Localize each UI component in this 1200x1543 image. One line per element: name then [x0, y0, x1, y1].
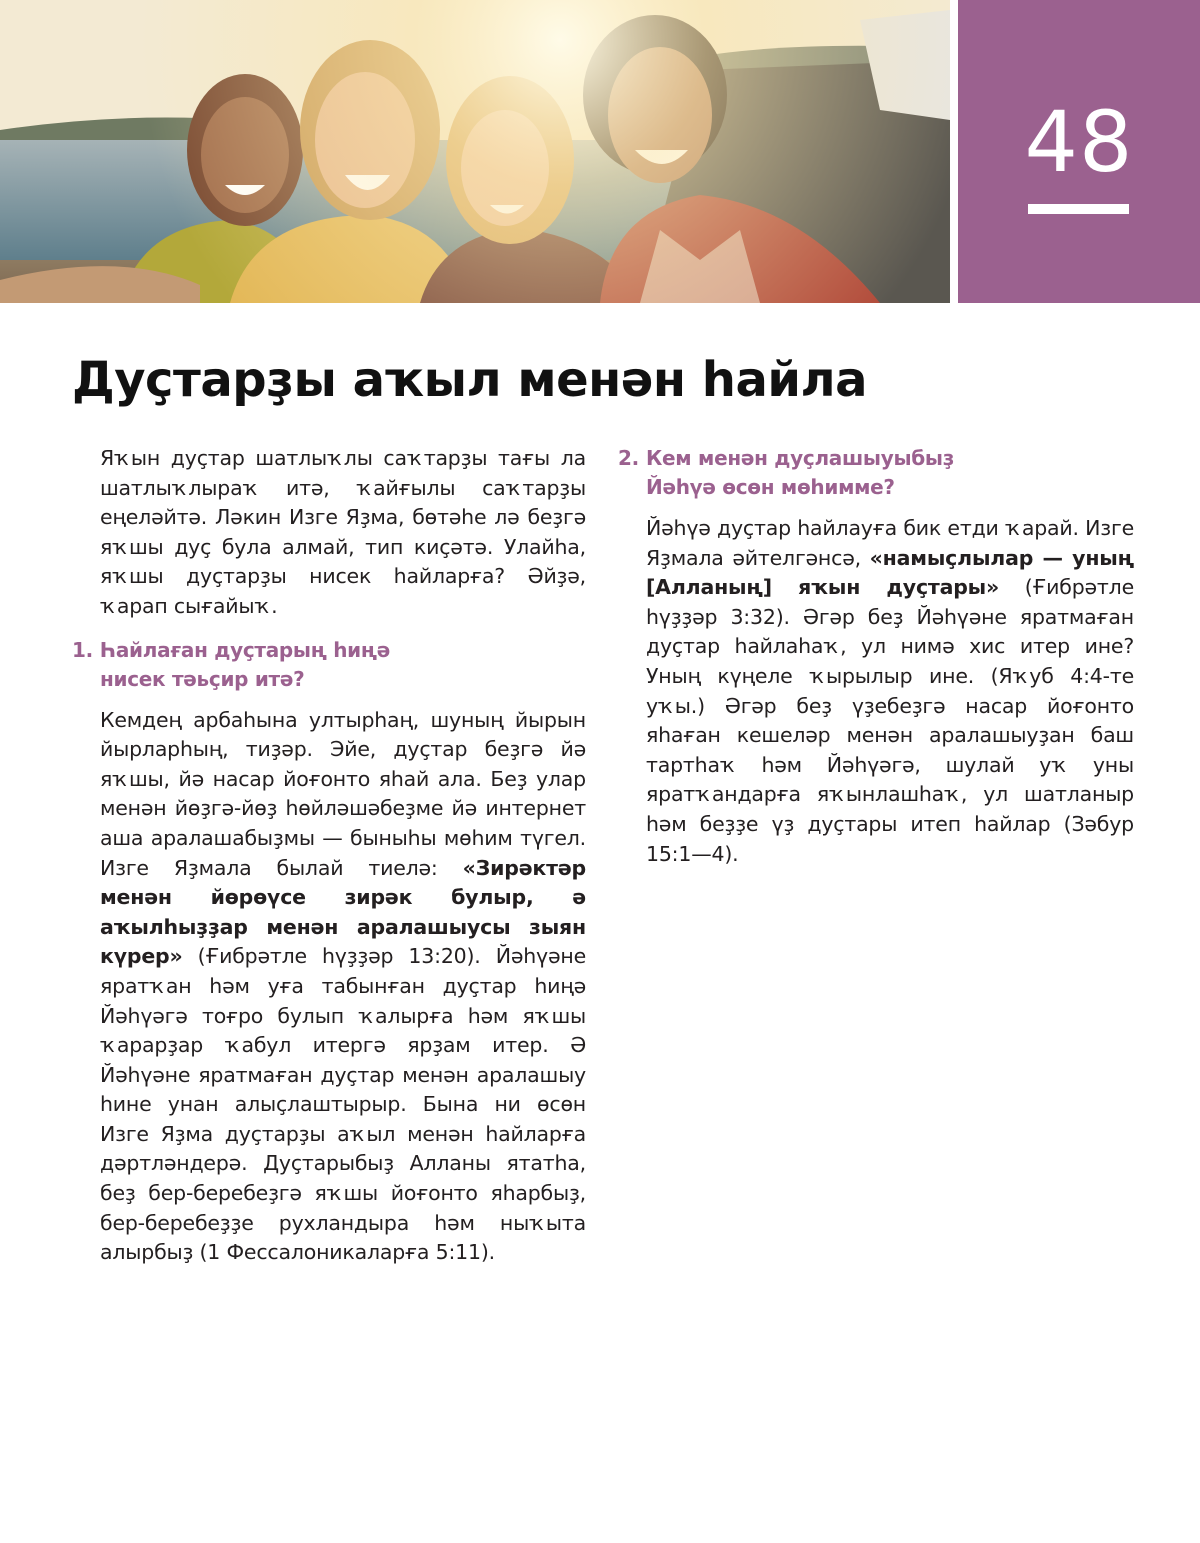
section-1-number: 1. [72, 637, 93, 662]
section-1-text-a: Кемдең арбаһына ултырһаң, шуның йырын йырларһың, тиҙәр. Эйе, дуҫтар беҙгә йә яҡшы, йә насар йоғонто яһай ала. Беҙ улар менән йөҙгә-йөҙ һөйләшәбеҙме йә интернет аша аралашабыҙмы — быныһы мөһим түгел. Изге Яҙмала былай тиелә: [100, 707, 586, 880]
lesson-number: 48 [1024, 93, 1134, 191]
lesson-number-underline [1028, 204, 1129, 214]
section-2-text-a: Йәһүә дуҫтар һайлауға бик етди ҡарай. Изге Яҙмала әйтелгәнсә, [646, 516, 1134, 570]
section-2-number: 2. [618, 446, 639, 470]
section-1-heading-line1: Һайлаған дуҫтарың һиңә [100, 637, 390, 662]
section-1-heading [72, 636, 586, 694]
lesson-number-box [958, 0, 1200, 303]
page-title: Дуҫтарҙы аҡыл менән һайла [72, 352, 868, 408]
section-1-heading-line2: нисек тәьҫир итә? [100, 666, 305, 691]
group-selfie-photo [0, 0, 950, 303]
left-column [72, 444, 586, 1268]
section-2-heading-line1: Кем менән дуҫлашыуыбыҙ [646, 446, 955, 470]
section-2-scripture-quote: «намыҫлылар — уның [Алланың] яҡын дуҫтары» [646, 545, 1134, 600]
section-1-body [100, 706, 586, 1268]
section-2-text-b: (Ғибрәтле һүҙҙәр 3:32). Әгәр беҙ Йәһүәне яратмаған дуҫтар һайлаһаҡ, ул нимә хис итер ине? Уның күңеле ҡырылыр ине. (Яҡуб 4:4-те уҡы.) Әгәр беҙ үҙебеҙгә насар йоғонто яһаған кешеләр менән аралашыуҙан баш тартһаҡ һәм Йәһүәгә, шулай уҡ уны яратҡандарға яҡынлашһаҡ, ул шатланыр һәм беҙҙе үҙ дуҫтары итеп һайлар (Зәбур 15:1—4). [646, 575, 1134, 866]
section-2-heading-line2: Йәһүә өсөн мөһимме? [646, 475, 895, 499]
intro-paragraph: Яҡын дуҫтар шатлыҡлы саҡтарҙы тағы ла шатлыҡлыраҡ итә, ҡайғылы саҡтарҙы еңеләйтә. Ләкин Изге Яҙма, бөтәһе лә беҙгә яҡшы дуҫ була алмай, тип киҫәтә. Улайһа, яҡшы дуҫтарҙы нисек һайларға? Әйҙә, ҡарап сығайыҡ. [100, 446, 586, 618]
section-1-text-b: (Ғибрәтле һүҙҙәр 13:20). Йәһүәне яратҡан һәм уға табынған дуҫтар һиңә Йәһүәгә тоғро булып ҡалырға һәм яҡшы ҡарарҙар ҡабул итергә ярҙам итер. Ә Йәһүәне яратмаған дуҫтар менән аралашыу һине унан алыҫлаштырыр. Бына ни өсөн Изге Яҙма дуҫтарҙы аҡыл менән һайларға дәртләндерә. Дуҫтарыбыҙ Алланы ятатһа, беҙ бер-беребеҙгә яҡшы йоғонто яһарбыҙ, бер-беребеҙҙе рухландыра һәм ныҡыта алырбыҙ (1 Фессалоникаларға 5:11). [100, 944, 586, 1265]
right-column [618, 444, 1134, 869]
section-2-body [646, 514, 1134, 869]
section-1-scripture-quote: «Зирәктәр менән йөрөүсе зирәк булыр, ә аҡылһыҙҙар менән аралашыусы зыян күрер» [100, 855, 586, 969]
section-2-heading [618, 444, 1134, 502]
hero-photo [0, 0, 950, 303]
